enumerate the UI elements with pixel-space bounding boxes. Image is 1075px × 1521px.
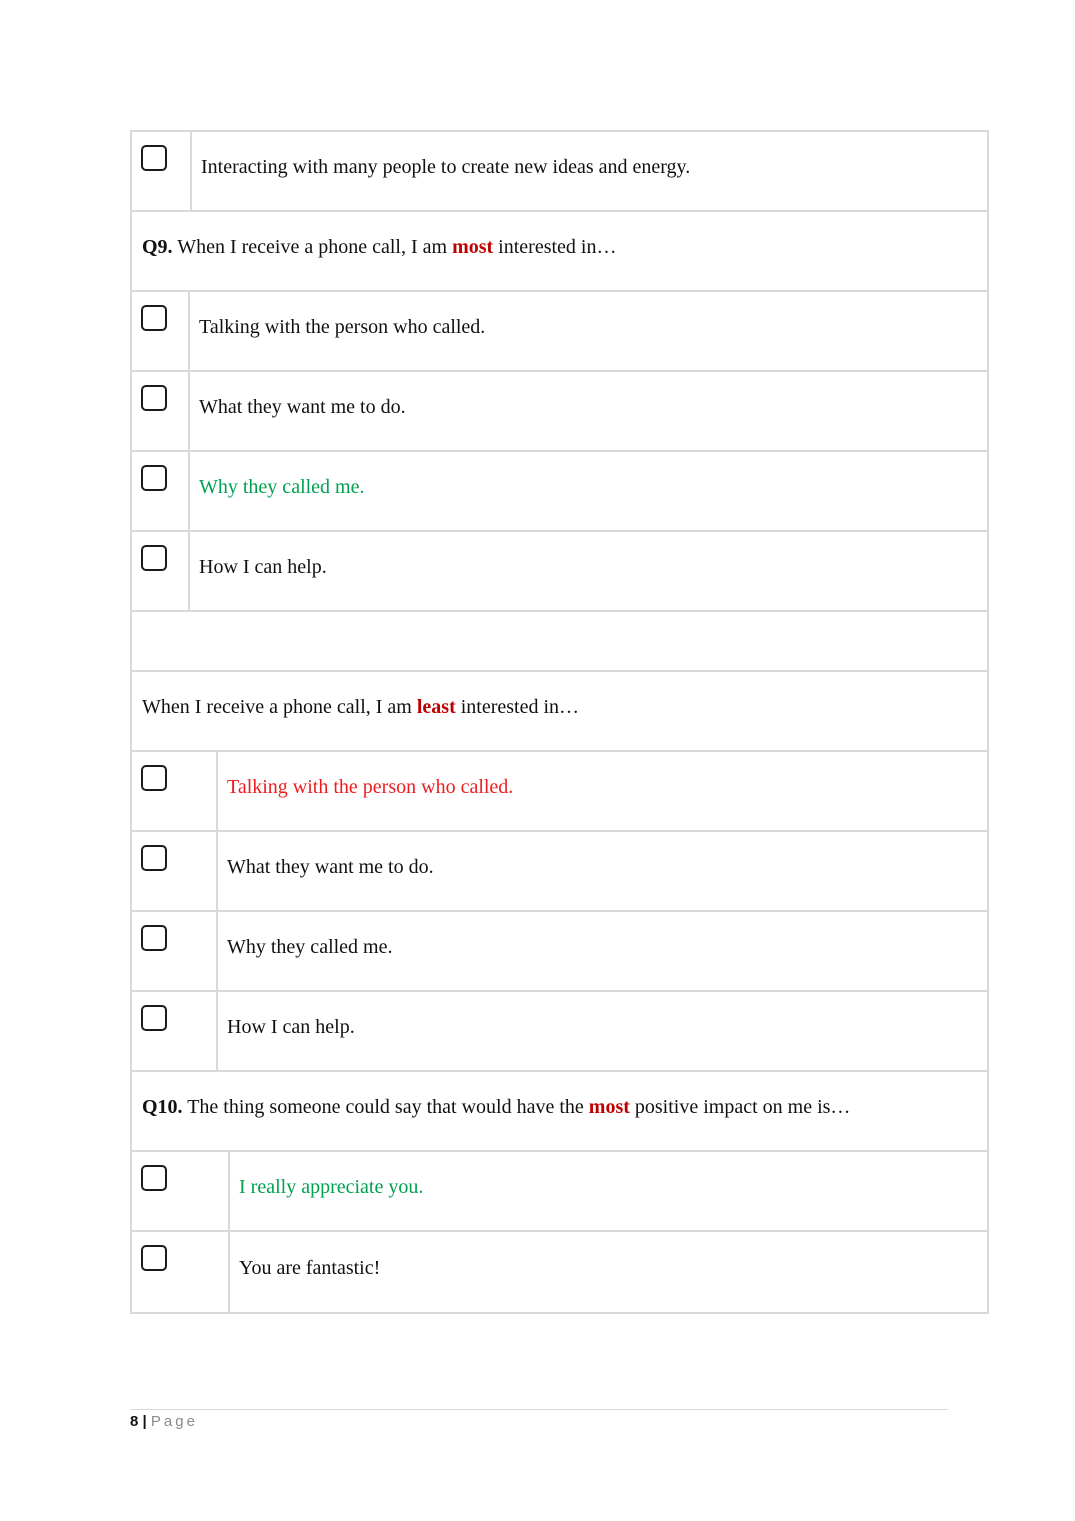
option-checkbox[interactable]	[141, 1165, 167, 1191]
option-text: You are fantastic!	[239, 1256, 381, 1279]
question-prefix: When I receive a phone call, I am	[142, 695, 417, 718]
option-row	[132, 292, 987, 372]
option-row	[132, 832, 987, 912]
option-text: What they want me to do.	[199, 395, 406, 418]
option-text: Why they called me.	[227, 935, 393, 958]
question-prefix: When I receive a phone call, I am	[172, 235, 453, 258]
option-text: Interacting with many people to create new ideas and energy.	[201, 155, 691, 178]
checkbox-cell	[132, 452, 190, 530]
option-text-highlighted-green: Why they called me.	[199, 475, 365, 498]
option-checkbox[interactable]	[141, 465, 167, 491]
checkbox-cell	[132, 132, 192, 210]
checkbox-cell	[132, 372, 190, 450]
option-row	[132, 912, 987, 992]
question-suffix: positive impact on me is…	[629, 1095, 851, 1118]
checkbox-cell	[132, 912, 218, 990]
option-row	[132, 1152, 987, 1232]
option-text: How I can help.	[227, 1015, 355, 1038]
option-row	[132, 992, 987, 1072]
checkbox-cell	[132, 992, 218, 1070]
question-prefix: The thing someone could say that would have the	[182, 1095, 589, 1118]
spacer-row	[132, 612, 987, 672]
option-row	[132, 752, 987, 832]
option-checkbox[interactable]	[141, 1245, 167, 1271]
question-highlight: most	[588, 1095, 630, 1118]
footer-divider	[130, 1409, 948, 1410]
question-highlight: most	[452, 235, 494, 258]
checkbox-cell	[132, 1232, 230, 1312]
option-row	[132, 132, 987, 212]
checkbox-cell	[132, 1152, 230, 1230]
checkbox-cell	[132, 832, 218, 910]
question-suffix: interested in…	[455, 695, 580, 718]
option-text: Talking with the person who called.	[199, 315, 486, 338]
footer-separator: |	[138, 1413, 151, 1430]
question-number: Q10.	[142, 1095, 183, 1118]
question-q9-least	[132, 672, 579, 750]
question-row	[132, 212, 987, 292]
checkbox-cell	[132, 532, 190, 610]
question-q9-most	[132, 212, 616, 290]
questionnaire-table	[130, 130, 989, 1314]
option-checkbox[interactable]	[141, 385, 167, 411]
option-text-highlighted-red: Talking with the person who called.	[227, 775, 514, 798]
question-row	[132, 672, 987, 752]
option-checkbox[interactable]	[141, 765, 167, 791]
question-suffix: interested in…	[493, 235, 617, 258]
page-footer	[130, 1413, 198, 1430]
option-checkbox[interactable]	[141, 145, 167, 171]
option-row	[132, 1232, 987, 1312]
checkbox-cell	[132, 292, 190, 370]
question-q10-most	[132, 1072, 850, 1150]
option-checkbox[interactable]	[141, 1005, 167, 1031]
option-text-highlighted-green: I really appreciate you.	[239, 1175, 424, 1198]
option-row	[132, 372, 987, 452]
page-word: Page	[150, 1413, 198, 1430]
option-checkbox[interactable]	[141, 925, 167, 951]
page-number: 8	[130, 1413, 139, 1430]
option-row	[132, 452, 987, 532]
question-highlight: least	[416, 695, 456, 718]
checkbox-cell	[132, 752, 218, 830]
option-checkbox[interactable]	[141, 845, 167, 871]
option-checkbox[interactable]	[141, 305, 167, 331]
option-checkbox[interactable]	[141, 545, 167, 571]
question-row	[132, 1072, 987, 1152]
option-text: How I can help.	[199, 555, 327, 578]
option-text: What they want me to do.	[227, 855, 434, 878]
option-row	[132, 532, 987, 612]
question-number: Q9.	[142, 235, 173, 258]
